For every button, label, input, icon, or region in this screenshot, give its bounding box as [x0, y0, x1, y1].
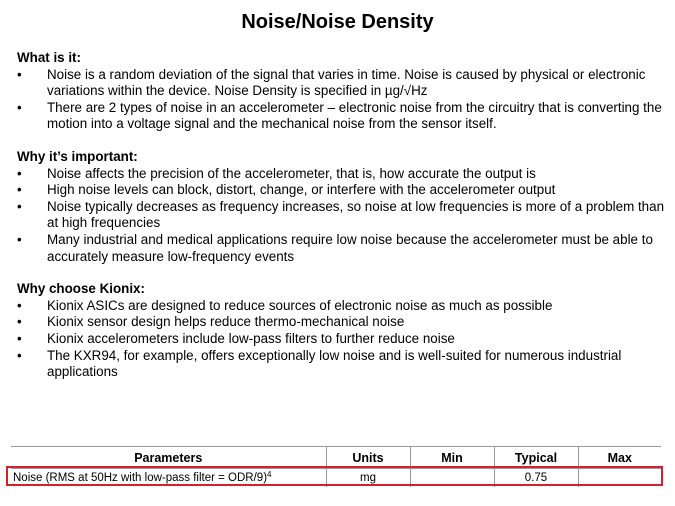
bullet-icon: •: [17, 231, 22, 247]
bullet-text: There are 2 types of noise in an accelerometer – electronic noise from the circuitry that is converting the motion into a voltage signal and the mechanical noise from the sensor itself.: [47, 99, 662, 132]
bullet-list: [17, 67, 667, 133]
section-heading: Why choose Kionix:: [17, 281, 145, 297]
bullet-icon: •: [17, 347, 22, 363]
bullet-text: Kionix accelerometers include low-pass filters to further reduce noise: [47, 330, 455, 346]
bullet-icon: •: [17, 330, 22, 346]
bullet-icon: •: [17, 99, 22, 115]
bullet-icon: •: [17, 198, 22, 214]
bullet-text: Many industrial and medical applications require low noise because the accelerometer must be able to accurately measure low-frequency events: [47, 231, 653, 264]
list-item: [17, 182, 667, 199]
column-header: Max: [578, 447, 661, 469]
list-item: [17, 67, 667, 100]
section-what-is-it: [17, 50, 667, 133]
bullet-text: Noise typically decreases as frequency increases, so noise at low frequencies is more of a problem than at high frequencies: [47, 198, 665, 231]
typical-cell: 0.75: [494, 469, 578, 488]
list-item: [17, 348, 667, 381]
list-item: [17, 298, 667, 315]
list-item: [17, 100, 667, 133]
section-heading: Why it’s important:: [17, 148, 138, 164]
list-item: [17, 199, 667, 232]
bullet-text: Noise affects the precision of the accelerometer, that is, how accurate the output is: [47, 165, 536, 181]
section-heading: What is it:: [17, 50, 81, 65]
bullet-icon: •: [17, 66, 22, 82]
slide-title: Noise/Noise Density: [241, 11, 434, 33]
list-item: [17, 331, 667, 348]
section-why-important: [17, 149, 667, 265]
bullet-icon: •: [17, 314, 22, 330]
bullet-icon: •: [17, 165, 22, 181]
bullet-text: The KXR94, for example, offers exceptionally low noise and is well-suited for numerous industrial applications: [47, 347, 622, 380]
slide-content: [17, 50, 667, 397]
bullet-text: High noise levels can block, distort, change, or interfere with the accelerometer output: [47, 182, 556, 198]
parameter-name: Noise (RMS at 50Hz with low-pass filter = ODR/9): [13, 472, 268, 484]
column-header: Min: [410, 447, 494, 469]
list-item: [17, 314, 667, 331]
bullet-icon: •: [17, 182, 22, 198]
column-header: Typical: [494, 447, 578, 469]
column-header: Units: [326, 447, 410, 469]
bullet-list: [17, 298, 667, 381]
column-header: Parameters: [11, 447, 326, 469]
units-cell: mg: [326, 469, 410, 488]
row-highlight-box: [6, 466, 663, 486]
list-item: [17, 166, 667, 183]
bullet-text: Kionix sensor design helps reduce thermo-mechanical noise: [47, 314, 405, 330]
list-item: [17, 232, 667, 265]
footnote-marker: 4: [267, 470, 272, 479]
bullet-text: Kionix ASICs are designed to reduce sources of electronic noise as much as possible: [47, 297, 553, 313]
section-why-kionix: [17, 281, 667, 381]
bullet-list: [17, 166, 667, 266]
bullet-text: Noise is a random deviation of the signal that varies in time. Noise is caused by physical or electronic variations within the device. Noise Density is specified in µg/√Hz: [47, 66, 646, 99]
bullet-icon: •: [17, 297, 22, 313]
